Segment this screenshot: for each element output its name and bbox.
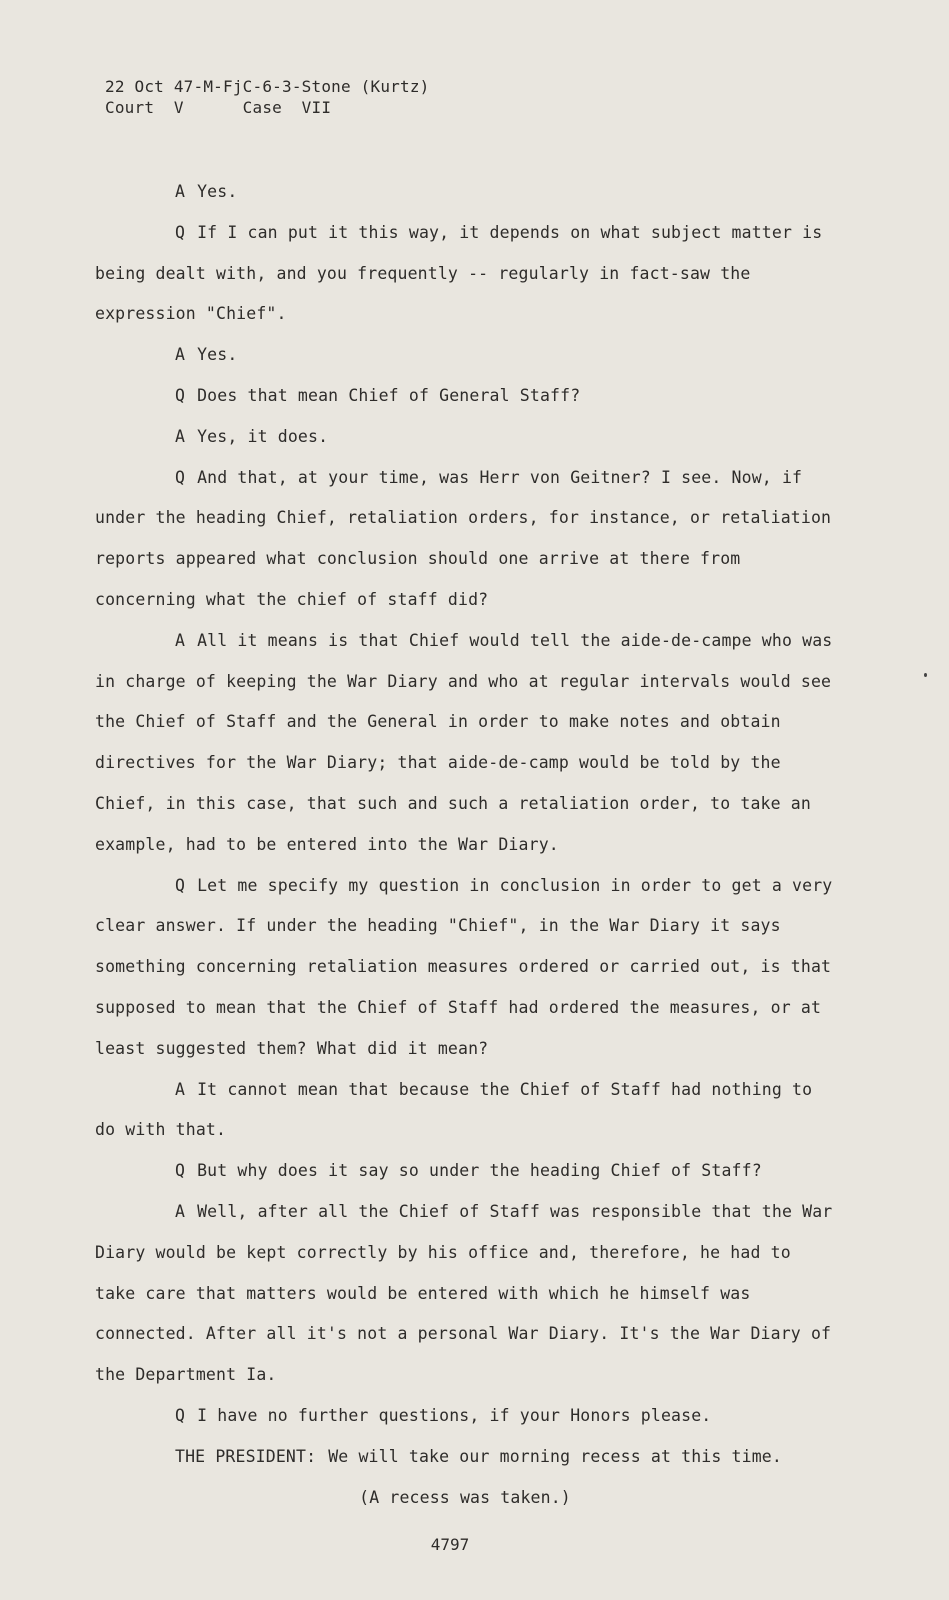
speaker-label: Q [175,385,186,405]
transcript-paragraph [95,1437,835,1478]
paragraph-text: Well, after all the Chief of Staff was responsible that the War Diary would be kept correctly by his office and, therefore, he had to take care that matters would be entered with which he himself was connected. After all it's not a personal War Diary. It's the War Diary of the Department Ia. [95,1201,833,1385]
speaker-label: A [175,1201,186,1221]
paragraph-text: Yes. [197,182,238,201]
speaker-label: Q [175,467,186,487]
paragraph-text: I have no further questions, if your Honors please. [197,1405,712,1425]
speaker-label: Q [175,1161,186,1181]
paragraph-text: If I can put it this way, it depends on what subject matter is being dealt with, and you frequently -- regularly in fact-saw the expression "Chief". [95,222,823,324]
transcript-paragraph [95,866,835,1070]
transcript-paragraph [95,376,835,417]
speaker-label: Q [175,222,186,242]
paragraph-text: Yes. [197,345,238,365]
speaker-label: A [175,426,186,446]
transcript-paragraph [95,458,835,621]
speaker-label: Q [175,1405,186,1425]
speaker-label: Q [175,875,186,895]
recess-note: (A recess was taken.) [359,1487,571,1507]
document-header [105,76,429,118]
transcript-paragraph [95,1070,835,1152]
transcript-paragraph [95,1151,835,1192]
speaker-label: A [175,182,186,201]
speaker-label: THE PRESIDENT: [175,1446,317,1466]
speaker-label: A [175,345,186,365]
paragraph-text: It cannot mean that because the Chief of Staff had nothing to do with that. [95,1079,813,1140]
transcript-paragraph [95,172,835,213]
page-number: 4797 [430,1535,470,1554]
speaker-label: A [175,630,186,650]
paragraph-text: Yes, it does. [197,426,329,446]
transcript-paragraph [95,417,835,458]
paragraph-text: Let me specify my question in conclusion in order to get a very clear answer. If under the heading "Chief", in the War Diary it says something concerning retaliation measures ordered or carried out, is that supposed to mean that the Chief of Staff had ordered the measures, or at least suggested them? What did it mean? [95,875,833,1058]
header-court-case: Court V Case VII [105,98,332,117]
paper-speck [924,673,927,677]
paragraph-text: But why does it say so under the heading Chief of Staff? [197,1161,762,1181]
paragraph-text: We will take our morning recess at this time. [328,1446,782,1466]
transcript-paragraph [95,213,835,335]
transcript-paragraph [95,1396,835,1437]
paragraph-text: Does that mean Chief of General Staff? [197,385,581,405]
paragraph-text: All it means is that Chief would tell the aide-de-campe who was in charge of keeping the War Diary and who at regular intervals would see the Chief of Staff and the General in order to make notes and obtain directives for the War Diary; that aide-de-camp would be told by the Chief, in this case, that such and such a retaliation order, to take an example, had to be entered into the War Diary. [95,630,833,854]
paragraph-text: And that, at your time, was Herr von Geitner? I see. Now, if under the heading Chief, retaliation orders, for instance, or retaliation reports appeared what conclusion should one arrive at there from concerning what the chief of staff did? [95,467,832,609]
transcript-paragraph [95,1192,835,1396]
speaker-label: A [175,1079,186,1099]
transcript-paragraph [95,335,835,376]
header-date-reference: 22 Oct 47-M-FjC-6-3-Stone (Kurtz) [105,77,430,96]
transcript-paragraph [95,621,835,866]
transcript-body [95,172,835,1518]
